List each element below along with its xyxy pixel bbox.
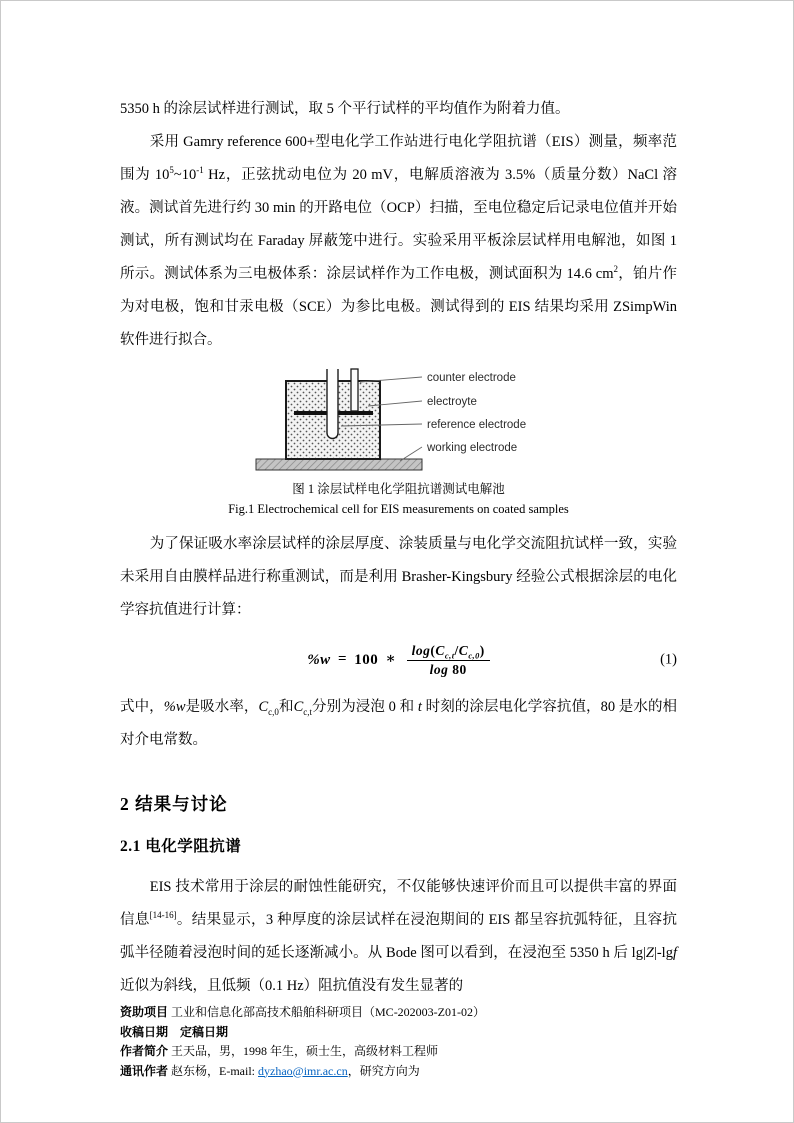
electrochemical-cell-diagram: [254, 367, 694, 479]
figure-label-counter-electrode: counter electrode: [427, 372, 516, 384]
reference-electrode-tube: [327, 369, 338, 439]
footer-author-bio: 作者简介 王天品，男，1998 年生，硕士生，高级材料工程师: [120, 1044, 439, 1058]
paragraph-equation-terms: 式中，%w是吸水率，$C_{c,0}$和$C_{c,t}$分别为浸泡 0 和 t 时刻的涂层电化学容抗值，80 是水的相对介电常数。: [120, 699, 678, 748]
figure-caption-en: Fig.1 Electrochemical cell for EIS measurements on coated samples: [228, 502, 569, 516]
figure-label-reference-electrode: reference electrode: [427, 419, 527, 431]
paragraph-eis-setup: 采用 Gamry reference 600+型电化学工作站进行电化学阻抗谱（EIS）测量，频率范围为 $10^5\sim 10^{-1}$ Hz，正弦扰动电位为 20 mV，电解质溶液为 3.5%（质量分数）NaCl 溶液。测试首先进行约 30 min 的开路电位（OCP）扫描，至电位稳定后记录电位值并开始测试，所有测试均在 Faraday 屏蔽笼中进行。实验采用平板涂层试样用电解池，如图 1 所示。测试体系为三电极体系：涂层试样作为工作电极，测试面积为 14.6 $cm^2$，铂片作为对电极，饱和甘汞电极（SCE）为参比电极。测试得到的 EIS 结果均采用 ZSimpWin 软件进行拟合。: [120, 134, 678, 348]
leader-line-counter-electrode: [360, 377, 422, 382]
working-electrode-plate: [256, 459, 422, 470]
figure-label-electrolyte: electroyte: [427, 396, 477, 408]
page-content: [120, 93, 677, 1003]
figure-label-working-electrode: working electrode: [427, 442, 518, 454]
figure-1: [120, 367, 677, 520]
equation-denominator: log 80: [429, 661, 467, 677]
footer-funding: 资助项目 工业和信息化部高技术船舶科研项目（MC-202003-Z01-02）: [120, 1005, 486, 1019]
paragraph-eis-results: EIS 技术常用于涂层的耐蚀性能研究，不仅能够快速评价而且可以提供丰富的界面信息[14-16]。结果显示，3 种厚度的涂层试样在浸泡期间的 EIS 都呈容抗弧特征，且容抗弧半径随着浸泡时间的延长逐渐减小。从 Bode 图可以看到，在浸泡至 5350 h 后 lg|Z|-lgf 近似为斜线，且低频（0.1 Hz）阻抗值没有发生显著的: [120, 879, 678, 994]
paragraph-adhesion-test: 5350 h 的涂层试样进行测试，取 5 个平行试样的平均值作为附着力值。: [120, 101, 570, 117]
paragraph-water-uptake: 为了保证吸水率涂层试样的涂层厚度、涂装质量与电化学交流阻抗试样一致，实验未采用自由膜样品进行称重测试，而是利用 Brasher-Kingsbury 经验公式根据涂层的电化学容抗值进行计算：: [120, 536, 677, 618]
counter-electrode-tube: [351, 369, 358, 411]
figure-caption: [120, 479, 677, 520]
equation-1: [120, 631, 677, 689]
footer-dates: 收稿日期 定稿日期: [120, 1024, 229, 1039]
email-link[interactable]: dyzhao@imr.ac.cn: [258, 1063, 348, 1078]
equation-fraction: [407, 643, 490, 678]
equation-coefficient: 100: [354, 651, 379, 668]
figure-caption-zh: 图 1 涂层试样电化学阻抗谱测试电解池: [292, 482, 505, 496]
footer-corresponding-author: 通讯作者 赵东杨，E-mail: dyzhao@imr.ac.cn，研究方向为: [120, 1063, 420, 1078]
equation-expression: [307, 643, 490, 678]
equation-equals: =: [337, 651, 347, 668]
section-heading-results: 2 结果与讨论: [120, 794, 228, 814]
page-footer: [120, 1003, 700, 1081]
equation-number: (1): [660, 651, 677, 668]
equation-numerator: $\log(C_{c,t}/C_{c,0})$: [407, 643, 490, 661]
equation-operator: ∗: [385, 651, 397, 668]
equation-lhs: %w: [307, 651, 331, 668]
subsection-heading-eis: 2.1 电化学阻抗谱: [120, 838, 242, 855]
